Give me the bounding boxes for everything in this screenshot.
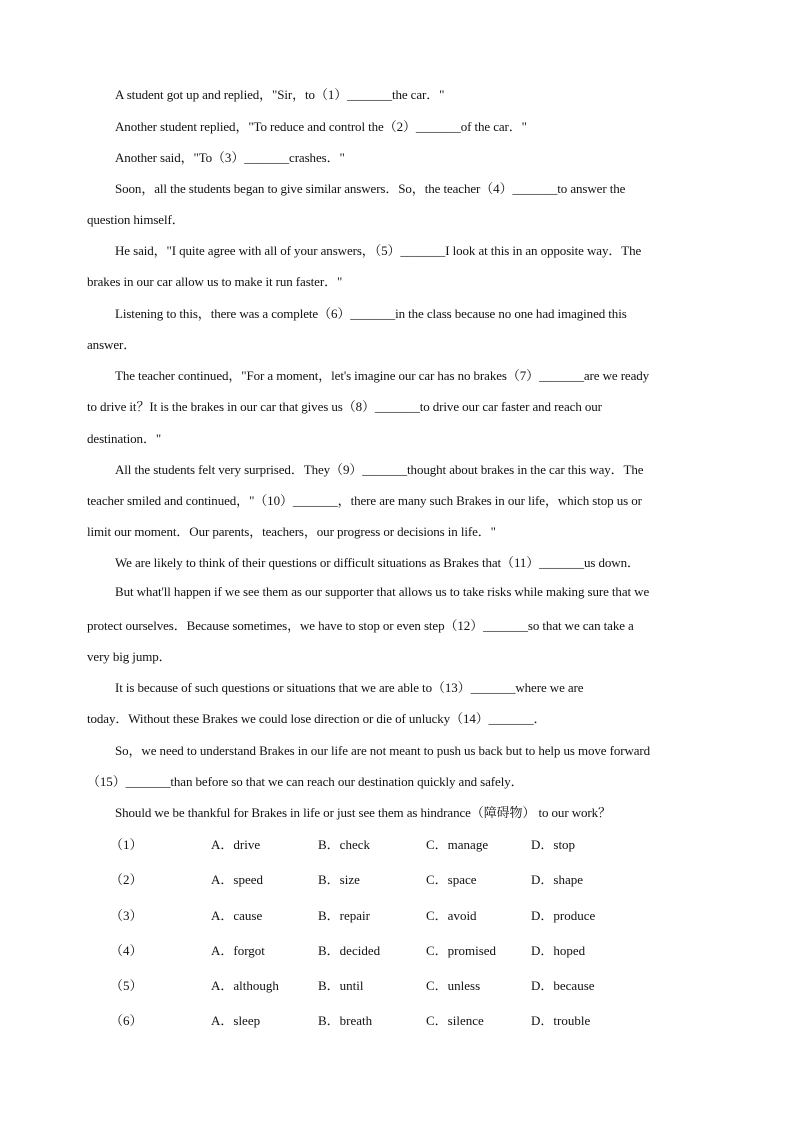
question-number: （3） — [110, 908, 143, 923]
option-c[interactable]: C．silence — [426, 1013, 484, 1028]
passage-line: today．Without these Brakes we could lose direction or die of unlucky（14）_______． — [87, 711, 547, 726]
passage-line: So，we need to understand Brakes in our life are not meant to push us back but to help us move forward — [115, 743, 651, 758]
passage-line: limit our moment．Our parents，teachers，our progress or decisions in life．" — [87, 524, 496, 539]
option-c[interactable]: C．promised — [426, 943, 497, 958]
option-b[interactable]: B．size — [318, 872, 360, 887]
option-b[interactable]: B．breath — [318, 1013, 373, 1028]
passage-line: Another said，"To（3）_______crashes．" — [115, 150, 345, 165]
option-b[interactable]: B．repair — [318, 908, 370, 923]
passage-line: brakes in our car allow us to make it run faster．" — [87, 274, 343, 289]
option-d[interactable]: D．trouble — [531, 1013, 591, 1028]
question-number: （4） — [110, 943, 143, 958]
option-a[interactable]: A．sleep — [211, 1013, 261, 1028]
passage-line: very big jump． — [87, 649, 172, 664]
passage-line: We are likely to think of their questions or difficult situations as Brakes that（11）_______us down． — [115, 555, 640, 570]
option-c[interactable]: C．unless — [426, 978, 481, 993]
question-number: （2） — [110, 872, 143, 887]
option-a[interactable]: A．forgot — [211, 943, 265, 958]
passage-line: All the students felt very surprised．They（9）_______thought about brakes in the car this way．The — [115, 462, 644, 477]
option-d[interactable]: D．stop — [531, 837, 576, 852]
question-number: （5） — [110, 978, 143, 993]
option-d[interactable]: D．shape — [531, 872, 583, 887]
option-c[interactable]: C．avoid — [426, 908, 477, 923]
passage-line: Another student replied，"To reduce and control the（2）_______of the car．" — [115, 119, 527, 134]
option-d[interactable]: D．produce — [531, 908, 596, 923]
passage-line: protect ourselves．Because sometimes，we have to stop or even step（12）_______so that we can take a — [87, 618, 634, 633]
passage-line: A student got up and replied，"Sir，to（1）_______the car．" — [115, 87, 445, 102]
passage-line: answer． — [87, 337, 137, 352]
option-b[interactable]: B．decided — [318, 943, 381, 958]
option-d[interactable]: D．hoped — [531, 943, 586, 958]
passage-line: （15）_______than before so that we can reach our destination quickly and safely． — [87, 774, 524, 789]
option-c[interactable]: C．manage — [426, 837, 489, 852]
passage-line: It is because of such questions or situations that we are able to（13）_______where we are — [115, 680, 584, 695]
option-b[interactable]: B．check — [318, 837, 370, 852]
passage-line: He said，"I quite agree with all of your answers，（5）_______I look at this in an opposite way．The — [115, 243, 642, 258]
passage-line: to drive it？It is the brakes in our car that gives us（8）_______to drive our car faster and reach our — [87, 399, 602, 414]
option-a[interactable]: A．drive — [211, 837, 261, 852]
passage-line: question himself． — [87, 212, 185, 227]
passage-line: teacher smiled and continued，"（10）_______，there are many such Brakes in our life，which stop us or — [87, 493, 642, 508]
option-a[interactable]: A．cause — [211, 908, 263, 923]
question-number: （6） — [110, 1013, 143, 1028]
option-c[interactable]: C．space — [426, 872, 477, 887]
passage-line: Should we be thankful for Brakes in life or just see them as hindrance（障碍物） to our work？ — [115, 805, 611, 820]
option-a[interactable]: A．although — [211, 978, 279, 993]
passage-line: destination．" — [87, 431, 162, 446]
passage-line: But what'll happen if we see them as our supporter that allows us to take risks while making sure that we — [115, 584, 650, 599]
question-number: （1） — [110, 837, 143, 852]
passage-line: Listening to this，there was a complete（6）_______in the class because no one had imagined this — [115, 306, 627, 321]
option-a[interactable]: A．speed — [211, 872, 263, 887]
passage-line: Soon，all the students began to give similar answers．So，the teacher（4）_______to answer the — [115, 181, 626, 196]
option-b[interactable]: B．until — [318, 978, 364, 993]
option-d[interactable]: D．because — [531, 978, 595, 993]
passage-line: The teacher continued，"For a moment，let's imagine our car has no brakes（7）_______are we ready — [115, 368, 650, 383]
